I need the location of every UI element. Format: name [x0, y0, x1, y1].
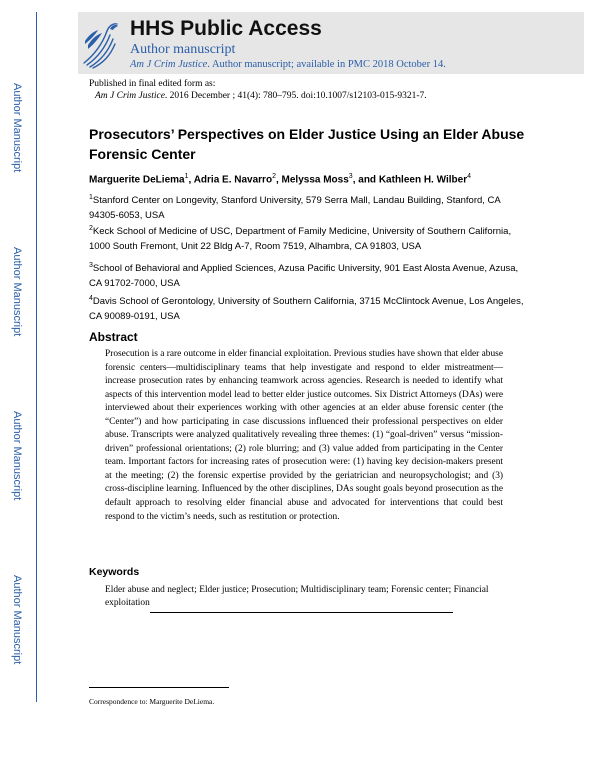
affiliation: $^1$Stanford Center on Longevity, Stanford University, 579 Serra Mall, Landau Building, Stanford, CA 94305-6053, USA — [89, 194, 501, 222]
article-title: Prosecutors’ Perspectives on Elder Justice Using an Elder Abuse Forensic Center — [89, 126, 525, 162]
footnote-divider — [89, 687, 229, 688]
affiliation: $^3$School of Behavioral and Applied Sciences, Azusa Pacific University, 901 East Alosta Avenue, Azusa, CA 91702-7000, USA — [89, 262, 519, 290]
keywords-divider — [150, 612, 453, 613]
publication-citation: Am J Crim Justice. 2016 December ; 41(4): 780–795. doi:10.1007/s12103-015-9321-7. — [95, 91, 427, 101]
author-manuscript-sidebar — [0, 0, 38, 776]
author-name: Kathleen H. Wilber — [378, 174, 468, 186]
publication-info — [89, 78, 427, 102]
sidebar-label: Author Manuscript — [11, 247, 23, 337]
sidebar-rule — [36, 12, 37, 702]
header-availability: Am J Crim Justice. Author manuscript; available in PMC 2018 October 14. — [130, 59, 446, 70]
author-name: Melyssa Moss — [281, 174, 349, 186]
correspondence-footnote: Correspondence to: Marguerite DeLiema. — [89, 697, 215, 706]
author-sup: 1 — [184, 173, 189, 180]
publication-label: Published in final edited form as: — [89, 79, 216, 89]
sidebar-label: Author Manuscript — [11, 575, 23, 665]
affiliation: $^2$Keck School of Medicine of USC, Department of Family Medicine, University of Southern California, 1000 South Fremont, Unit 22 Bldg A-7, Room 7519, Alhambra, CA 91803, USA — [89, 225, 512, 253]
author-sup: 2 — [272, 173, 276, 180]
abstract-text: Prosecution is a rare outcome in elder financial exploitation. Previous studies have shown that elder abuse forensic centers—multidisciplinary teams that help investigate and respond to elder mistreatment—increase prosecution rates by enhancing teamwork across agencies. Research is needed to identify what aspects of this intervention model lead to better elder justice outcomes. Six District Attorneys (DAs) were interviewed about their experiences working with other agencies at an elder abuse forensic center (the “Center”) and how participating in case discussions influenced their professional perspectives on elder abuse. Transcripts were analyzed qualitatively revealing three themes: (1) “goal-driven” versus “mission-driven” professional orientations; (2) role blurring; and (3) value added from participating in the Center team. Important factors for increasing rates of prosecution were: (1) having key decision-makers present at the meeting; (2) the forensic expertise provided by the geriatrician and neuropsychologist; and (3) cross-discipline learning. Influenced by the other disciplines, DAs sought goals beyond prosecution as the default approach to resolving elder financial abuse and advocated for interventions that could best respond to the victim’s needs, such as restitution or protection. — [105, 349, 503, 522]
author-sup: 3 — [348, 173, 353, 180]
author-sup: 4 — [467, 173, 471, 180]
keywords-heading: Keywords — [89, 566, 140, 578]
affiliation: $^4$Davis School of Gerontology, University of Southern California, 3715 McClintock Avenue, Los Angeles, CA 90089-0191, USA — [89, 295, 524, 323]
author-name: Adria E. Navarro — [193, 174, 273, 186]
header-journal: Am J Crim Justice — [130, 59, 208, 70]
hhs-eagle-logo-icon — [80, 15, 120, 71]
publication-journal: Am J Crim Justice — [95, 91, 165, 101]
sidebar-label: Author Manuscript — [11, 83, 23, 173]
header-title: HHS Public Access — [130, 17, 322, 40]
hhs-header — [78, 12, 584, 74]
header-subtitle: Author manuscript — [130, 42, 236, 57]
keywords-text: Elder abuse and neglect; Elder justice; Prosecution; Multidisciplinary team; Forensic center; Financial exploitation — [105, 585, 489, 608]
abstract-heading: Abstract — [89, 330, 138, 344]
author-name: Marguerite DeLiema — [89, 174, 185, 186]
author-list: Marguerite DeLiema$^1$, Adria E. Navarro$^2$, Melyssa Moss$^3$, and Kathleen H. Wilber$^4$ — [89, 173, 471, 186]
sidebar-label: Author Manuscript — [11, 411, 23, 501]
